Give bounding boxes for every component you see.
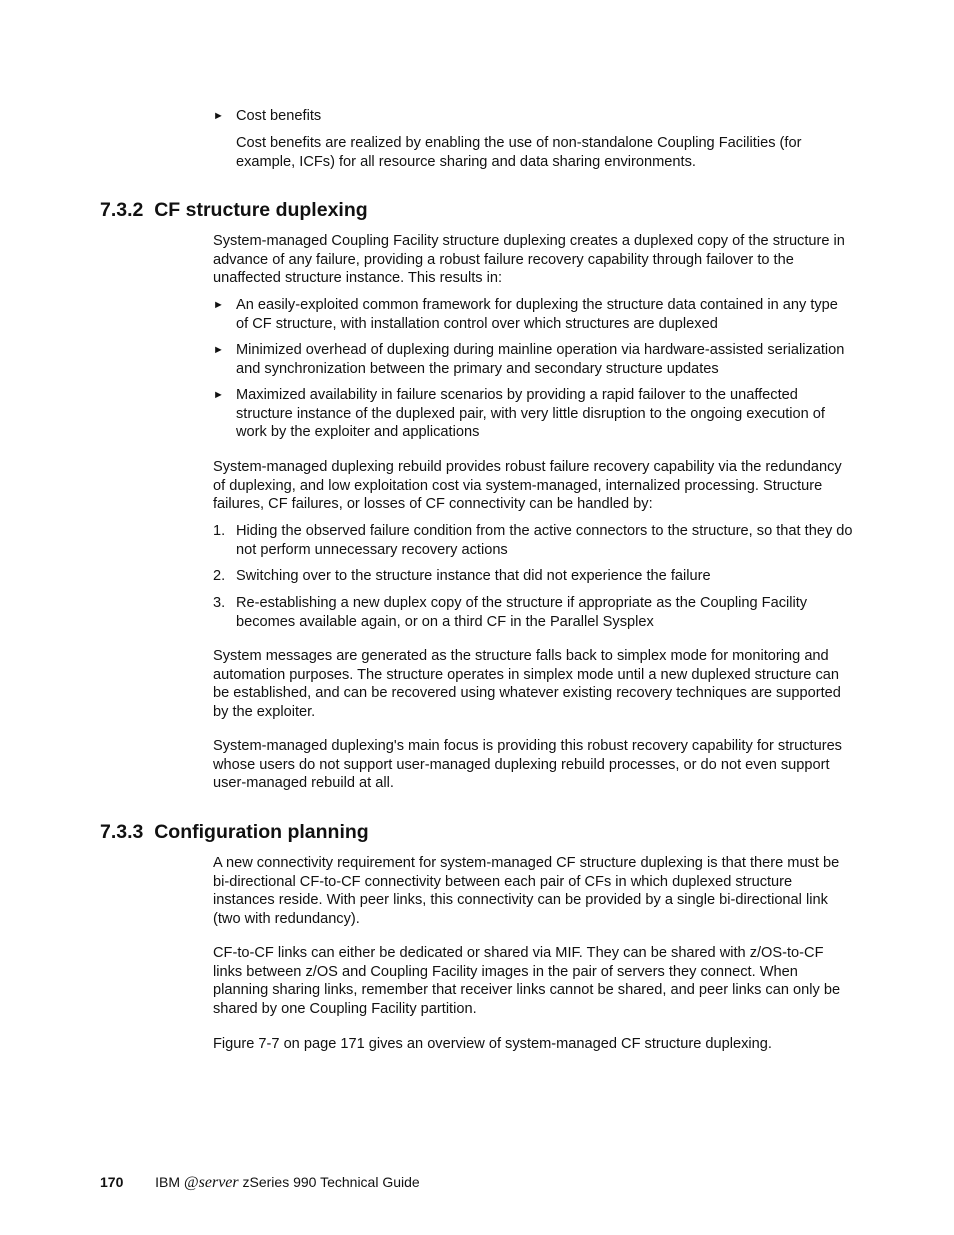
paragraph: CF-to-CF links can either be dedicated or shared via MIF. They can be shared with z/OS-to-CF links between z/OS and Coupling Facility images in the pair of servers they connect. When planning sharing links, remember that receiver links cannot be shared, and peer links can only be shared by one Coupling Facility partition. [213, 945, 841, 1017]
paragraph: System messages are generated as the structure falls back to simplex mode for monitoring and automation purposes. The structure operates in simplex mode until a new duplexed structure can be established, and can be recovered using whatever existing recovery techniques are supported by the exploiter. [213, 648, 841, 720]
list-item: An easily-exploited common framework for duplexing the structure data contained in any type of CF structure, with installation control over which structures are duplexed [236, 297, 838, 332]
footer-brand: IBM [155, 1174, 181, 1190]
list-number: 2. [213, 568, 226, 584]
section-heading-733 [100, 820, 369, 844]
paragraph: System-managed Coupling Facility structure duplexing creates a duplexed copy of the structure in advance of any failure, providing a robust failure recovery capability through failover to the unaffected structure instance. This results in: [213, 233, 845, 287]
paragraph: Figure 7-7 on page 171 gives an overview of system-managed CF structure duplexing. [213, 1036, 772, 1052]
list-item: Hiding the observed failure condition from the active connectors to the structure, so that they do not perform unnecessary recovery actions [236, 523, 853, 558]
paragraph: System-managed duplexing rebuild provides robust failure recovery capability via the redundancy of duplexing, and low exploitation cost via system-managed, internalized processing. Structure failures, CF failures, or losses of CF connectivity can be handled by: [213, 459, 842, 513]
bullet-label: Cost benefits [236, 108, 322, 124]
bullet-marker: ► [213, 389, 224, 401]
eserver-logo: @server [183, 1174, 239, 1191]
footer-book-title: zSeries 990 Technical Guide [242, 1174, 420, 1190]
list-item: Re-establishing a new duplex copy of the structure if appropriate as the Coupling Facility becomes available again, or on a third CF in the Parallel Sysplex [236, 595, 808, 630]
section-heading-732 [100, 198, 368, 222]
section-number: 7.3.2 [100, 199, 144, 221]
list-item: Switching over to the structure instance that did not experience the failure [236, 568, 711, 584]
section-title: Configuration planning [154, 821, 369, 843]
bullet-marker: ► [213, 344, 224, 356]
list-number: 1. [213, 523, 226, 539]
section-title: CF structure duplexing [154, 199, 368, 221]
list-number: 3. [213, 595, 226, 611]
list-item: Maximized availability in failure scenarios by providing a rapid failover to the unaffected structure instance of the duplexed pair, with very little disruption to the ongoing execution of work by the exploiter and applications [236, 387, 825, 441]
page-number: 170 [100, 1174, 124, 1190]
bullet-body: Cost benefits are realized by enabling the use of non-standalone Coupling Facilities (for example, ICFs) for all resource sharing and data sharing environments. [236, 135, 802, 170]
list-item: Minimized overhead of duplexing during mainline operation via hardware-assisted serialization and synchronization between the primary and secondary structure updates [236, 342, 845, 377]
section-number: 7.3.3 [100, 821, 144, 843]
paragraph: A new connectivity requirement for system-managed CF structure duplexing is that there must be bi-directional CF-to-CF connectivity between each pair of CFs in which duplexed structure instances reside. With peer links, this connectivity can be provided by a single bi-directional link (two with redundancy). [213, 855, 840, 927]
page-footer [100, 1173, 420, 1192]
paragraph: System-managed duplexing's main focus is providing this robust recovery capability for structures whose users do not support user-managed duplexing rebuild processes, or do not even support user-managed rebuild at all. [213, 738, 842, 792]
bullet-marker: ► [213, 110, 224, 122]
bullet-marker: ► [213, 299, 224, 311]
